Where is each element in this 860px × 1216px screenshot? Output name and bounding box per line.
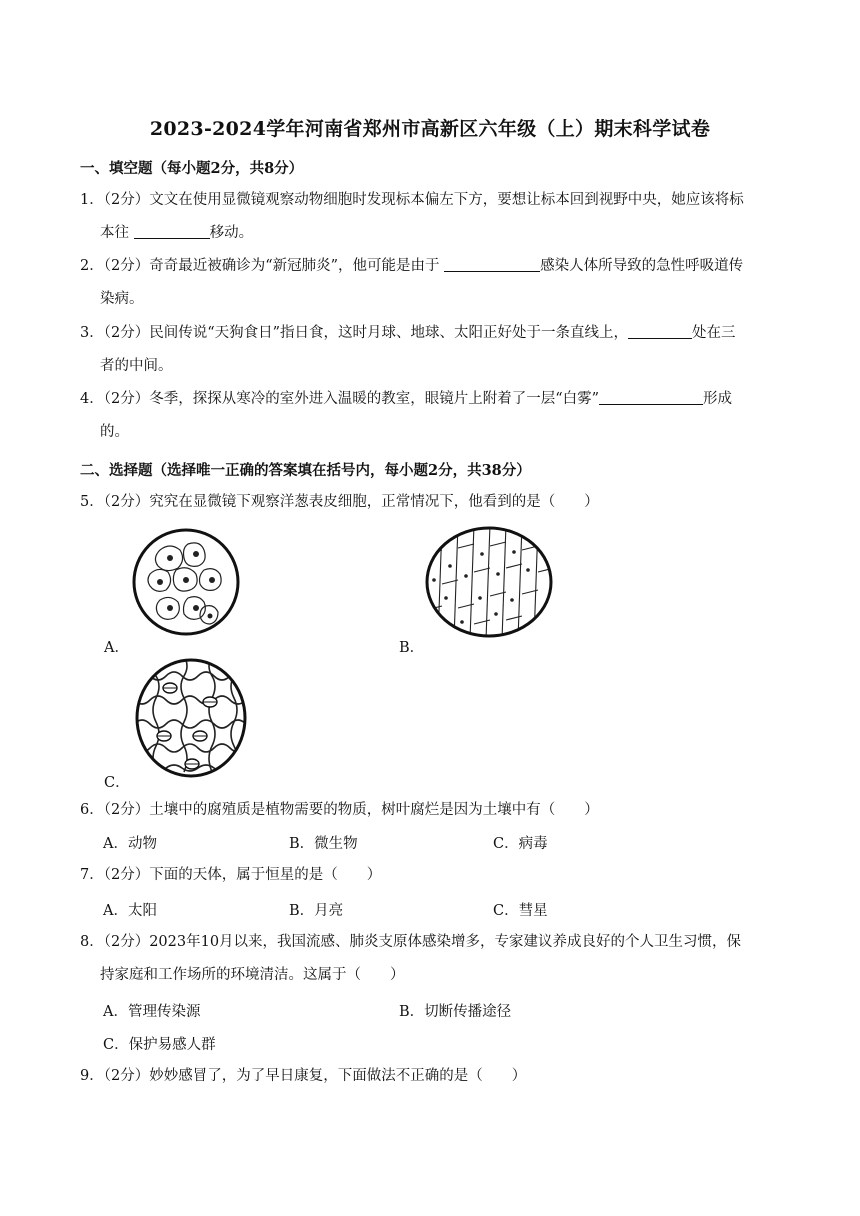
option-a-label[interactable]: A． (104, 640, 129, 656)
q6-option-c[interactable]: C．病毒 (493, 836, 548, 852)
question-text: 形成 (703, 391, 733, 407)
question-number: 2． (80, 258, 104, 274)
answer-blank[interactable] (628, 322, 692, 339)
question-9 (80, 1060, 780, 1093)
option-a-animal-cells-image (130, 522, 242, 642)
question-text: （2分）民间传说“天狗食日”指日食，这时月球、地球、太阳正好处于一条直线上， (103, 325, 629, 341)
option-b-onion-cells-image (422, 524, 556, 640)
question-text: （2分）土壤中的腐殖质是植物需要的物质，树叶腐烂是因为土壤中有（ ） (103, 802, 599, 818)
question-number: 6． (80, 802, 104, 818)
question-text: （2分）文文在使用显微镜观察动物细胞时发现标本偏左下方，要想让标本回到视野中央，她应该将标 (103, 192, 744, 208)
question-text: （2分）妙妙感冒了，为了早日康复，下面做法不正确的是（ ） (103, 1068, 527, 1084)
answer-blank[interactable] (134, 222, 210, 239)
q8-option-b[interactable]: B．切断传播途径 (399, 1004, 512, 1020)
question-text: 本往 (100, 225, 134, 241)
option-c-label[interactable]: C． (104, 775, 130, 791)
question-4 (80, 383, 780, 449)
answer-blank[interactable] (599, 388, 703, 405)
question-text: 染病。 (100, 291, 144, 307)
question-number: 9． (80, 1068, 104, 1084)
question-6 (80, 794, 780, 827)
section-heading-multiple-choice: 二、选择题（选择唯一正确的答案填在括号内，每小题2分，共38分） (80, 462, 531, 479)
q8-option-c[interactable]: C．保护易感人群 (103, 1037, 216, 1053)
question-1 (80, 184, 780, 250)
q8-option-a[interactable]: A．管理传染源 (103, 1004, 201, 1020)
question-3 (80, 317, 780, 383)
question-text: 者的中间。 (100, 358, 173, 374)
question-text: 持家庭和工作场所的环境清洁。这属于（ ） (100, 967, 405, 983)
question-7 (80, 859, 780, 892)
question-text: （2分）奇奇最近被确诊为“新冠肺炎”，他可能是由于 (103, 258, 445, 274)
q7-option-c[interactable]: C．彗星 (493, 903, 548, 919)
question-text: （2分）究究在显微镜下观察洋葱表皮细胞，正常情况下，他看到的是（ ） (103, 494, 599, 510)
option-c-leaf-cells-image (134, 656, 248, 780)
question-number: 4． (80, 391, 104, 407)
question-text: （2分）下面的天体，属于恒星的是（ ） (103, 867, 382, 883)
question-text: （2分）2023年10月以来，我国流感、肺炎支原体感染增多，专家建议养成良好的个人卫生习惯，保 (103, 934, 742, 950)
question-text: 处在三 (692, 325, 736, 341)
option-b-label[interactable]: B． (399, 640, 425, 656)
question-number: 3． (80, 325, 104, 341)
section-heading-fill-in: 一、填空题（每小题2分，共8分） (80, 160, 304, 177)
q7-option-b[interactable]: B．月亮 (289, 903, 344, 919)
question-5 (80, 486, 780, 519)
question-text: 的。 (100, 424, 129, 440)
question-number: 8． (80, 934, 104, 950)
page-title: 2023-2024学年河南省郑州市高新区六年级（上）期末科学试卷 (149, 118, 711, 140)
question-text: （2分）冬季，探探从寒冷的室外进入温暖的教室，眼镜片上附着了一层“白雾” (103, 391, 600, 407)
question-number: 7． (80, 867, 104, 883)
question-text: 感染人体所导致的急性呼吸道传 (540, 258, 744, 274)
question-text: 移动。 (209, 225, 254, 241)
question-number: 1． (80, 192, 104, 208)
answer-blank[interactable] (444, 255, 540, 272)
question-8 (80, 926, 780, 992)
q6-option-b[interactable]: B．微生物 (289, 836, 358, 852)
q6-option-a[interactable]: A．动物 (103, 836, 157, 852)
question-number: 5． (80, 494, 104, 510)
q7-option-a[interactable]: A．太阳 (103, 903, 157, 919)
question-2 (80, 250, 780, 316)
